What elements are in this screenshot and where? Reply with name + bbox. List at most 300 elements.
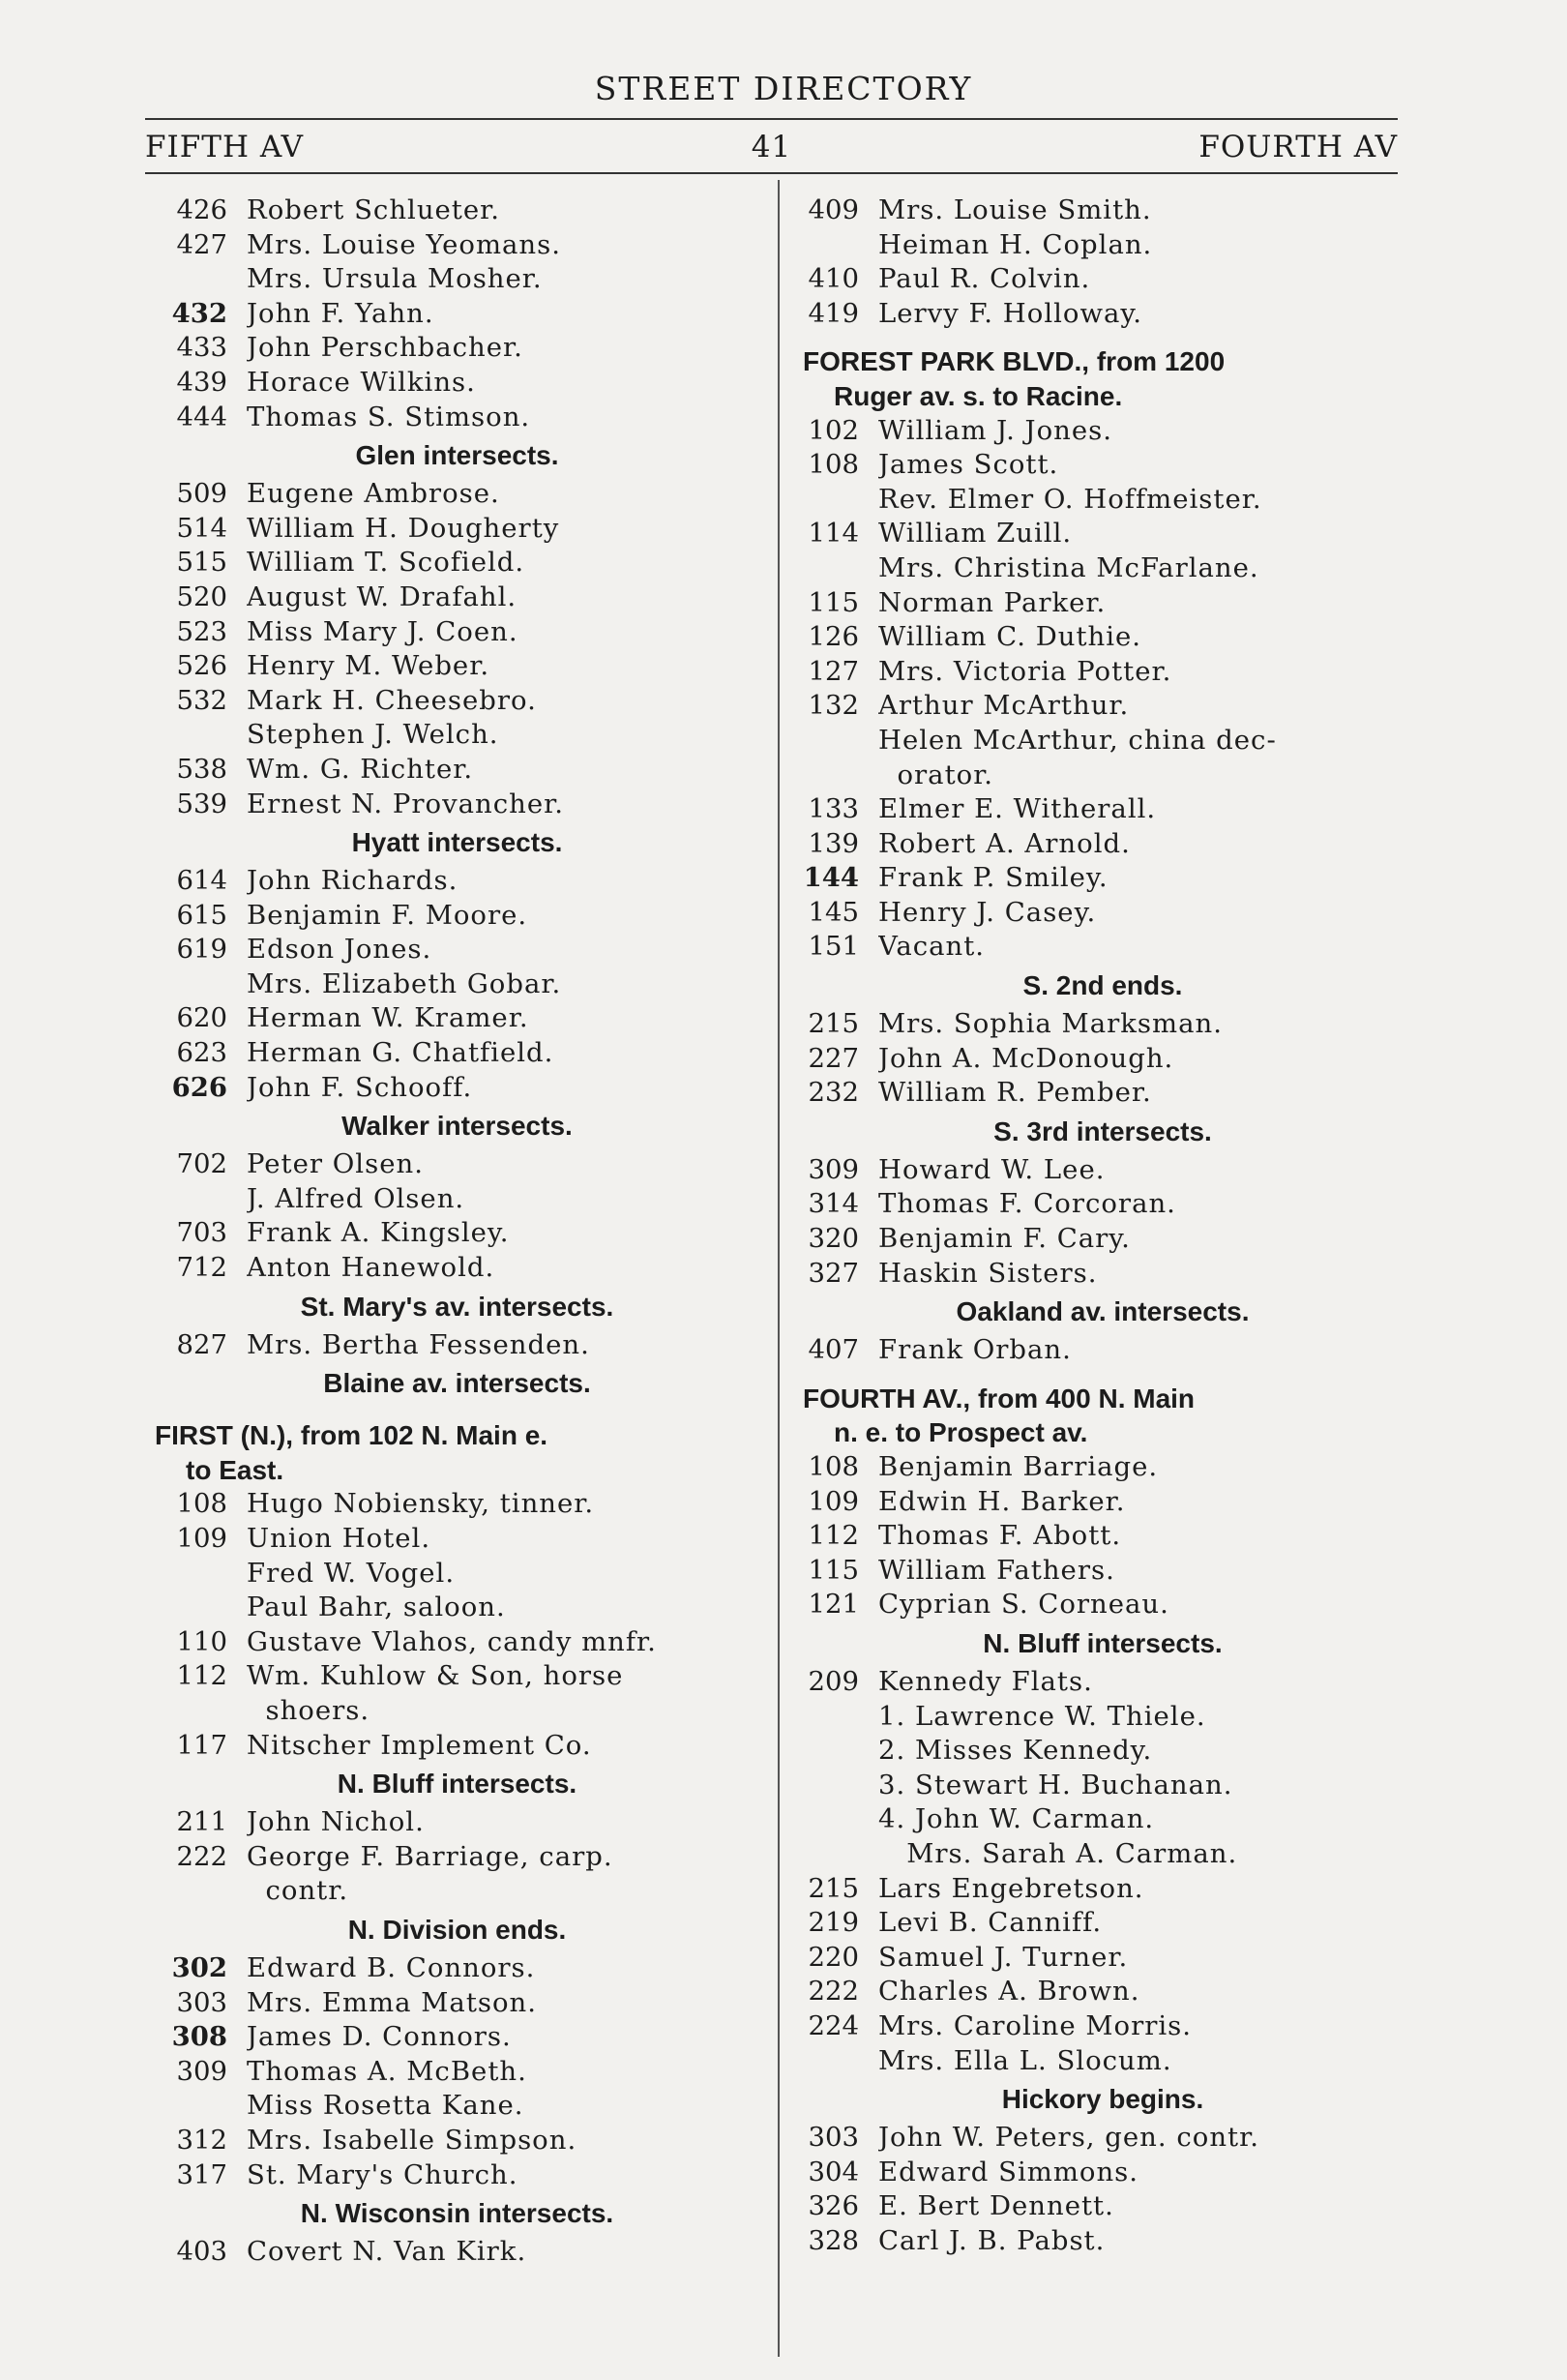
house-number: 614 [176,865,227,897]
directory-entry [803,517,1403,551]
house-number: 220 [808,1941,859,1973]
resident-name: Edward B. Connors. [247,1951,536,1983]
directory-entry [155,1625,759,1660]
directory-entry [803,1802,1403,1837]
directory-entry [803,2044,1403,2079]
resident-name: orator. [878,759,994,790]
resident-name: Samuel J. Turner. [878,1941,1129,1973]
house-number: 209 [808,1665,859,1697]
resident-name: Union Hotel. [247,1523,431,1554]
directory-entry [803,1837,1403,1872]
directory-entry [803,896,1403,931]
directory-entry [155,1951,759,1986]
house-number: 623 [176,1037,227,1069]
house-number [155,967,247,1002]
directory-entry [155,512,759,547]
resident-name: Mrs. Elizabeth Gobar. [247,967,562,999]
resident-name: Arthur McArthur. [878,690,1130,722]
resident-name: Peter Olsen. [247,1148,424,1180]
resident-name: Charles A. Brown. [878,1976,1140,2008]
house-number [803,483,878,518]
directory-entry [155,1591,759,1625]
directory-entry [155,1001,759,1036]
resident-name: E. Bert Dennett. [878,2190,1114,2222]
resident-name: Wm. G. Richter. [247,753,474,785]
directory-entry [155,788,759,822]
resident-name: Mrs. Emma Matson. [247,1986,537,2018]
house-number: 712 [176,1252,227,1284]
house-number: 151 [808,931,859,963]
resident-name: John A. McDonough. [878,1042,1174,1074]
cross-street-note: Blaine av. intersects. [323,1368,591,1399]
resident-name: Miss Mary J. Coen. [247,615,518,647]
cross-street-note: Oakland av. intersects. [956,1296,1250,1327]
directory-entry [803,1187,1403,1222]
house-number: 303 [176,1986,227,2018]
directory-entry [155,615,759,650]
house-number: 102 [808,414,859,446]
directory-entry [803,1076,1403,1111]
directory-entry [803,483,1403,518]
directory-entry [803,1222,1403,1257]
cross-street-note: N. Bluff intersects. [983,1627,1223,1658]
street-heading-line: FOURTH AV., from 400 N. Main [803,1383,1196,1413]
directory-entry [155,1487,759,1522]
directory-entry [155,1557,759,1592]
cross-street-note: N. Bluff intersects. [337,1769,577,1800]
resident-name: 2. Misses Kennedy. [878,1735,1153,1767]
resident-name: 3. Stewart H. Buchanan. [878,1769,1233,1800]
directory-entry [803,724,1403,759]
house-number [155,1694,247,1729]
house-number: 326 [808,2190,859,2222]
house-number [803,1802,878,1837]
resident-name: Miss Rosetta Kane. [247,2090,524,2122]
directory-entry [155,864,759,899]
directory-entry [155,967,759,1002]
house-number: 112 [808,1520,859,1552]
directory-entry [155,718,759,753]
directory-entry [803,2009,1403,2044]
directory-entry [155,262,759,297]
house-number: 215 [808,1008,859,1040]
resident-name: Robert A. Arnold. [878,827,1131,859]
house-number: 117 [176,1729,227,1761]
header-street-left: FIFTH AV [145,130,305,164]
house-number [803,759,878,793]
house-number [155,262,247,297]
house-number: 444 [176,401,227,432]
resident-name: Frank A. Kingsley. [247,1217,510,1249]
street-heading [803,1382,1403,1450]
house-number: 304 [808,2156,859,2187]
resident-name: Covert N. Van Kirk. [247,2236,527,2268]
directory-entry [803,1042,1403,1077]
resident-name: Heiman H. Coplan. [878,228,1153,260]
directory-entry [155,580,759,615]
directory-entry [155,2089,759,2124]
directory-entry [803,861,1403,896]
resident-name: James D. Connors. [247,2021,512,2053]
house-number: 211 [176,1806,227,1838]
house-number: 108 [808,449,859,481]
house-number: 433 [176,332,227,364]
resident-name: 1. Lawrence W. Thiele. [878,1700,1206,1732]
house-number: 532 [176,684,227,716]
resident-name: Henry J. Casey. [878,896,1097,928]
resident-name: John Perschbacher. [247,332,523,364]
directory-entry [803,620,1403,655]
resident-name: Mrs. Louise Smith. [878,194,1152,225]
house-number: 619 [176,934,227,966]
house-number: 121 [808,1589,859,1621]
directory-entry [155,366,759,401]
directory-entry [803,1554,1403,1589]
directory-entry [155,546,759,580]
resident-name: Paul R. Colvin. [878,263,1091,295]
cross-street-note: Walker intersects. [341,1111,573,1142]
house-number: 232 [808,1077,859,1109]
house-number: 426 [176,194,227,225]
house-number: 114 [808,518,859,550]
house-number: 115 [808,586,859,618]
resident-name: Mrs. Victoria Potter. [878,655,1172,687]
resident-name: Elmer E. Witherall. [878,793,1157,825]
resident-name: Eugene Ambrose. [247,478,500,510]
directory-entry [155,2235,759,2270]
house-number: 432 [171,297,227,329]
house-number: 108 [176,1488,227,1520]
directory-entry [803,1450,1403,1485]
resident-name: Robert Schlueter. [247,194,501,225]
resident-name: Mrs. Louise Yeomans. [247,228,561,260]
directory-entry [155,193,759,228]
resident-name: Levi B. Canniff. [878,1907,1103,1939]
house-number [803,551,878,586]
directory-entry [803,297,1403,332]
right-column [803,193,1403,2258]
house-number: 320 [808,1223,859,1255]
resident-name: William Fathers. [878,1554,1115,1586]
directory-entry [803,1975,1403,2009]
directory-entry [803,1665,1403,1700]
house-number [803,1700,878,1735]
house-number: 620 [176,1002,227,1034]
directory-entry [803,2156,1403,2190]
house-number [803,1837,878,1872]
directory-entry [155,2055,759,2090]
house-number: 309 [808,1153,859,1185]
directory-entry [803,1700,1403,1735]
directory-entry [803,930,1403,965]
house-number: 215 [808,1872,859,1904]
resident-name: Paul Bahr, saloon. [247,1592,506,1623]
house-number: 303 [808,2122,859,2154]
house-number [155,1557,247,1592]
street-heading-continuation: n. e. to Prospect av. [834,1417,1088,1448]
cross-street-note: N. Division ends. [347,1914,567,1945]
directory-entry [155,1182,759,1217]
resident-name: Herman W. Kramer. [247,1002,529,1034]
resident-name: Horace Wilkins. [247,366,476,398]
directory-entry [803,827,1403,862]
directory-entry [803,228,1403,263]
resident-name: Benjamin F. Cary. [878,1223,1131,1255]
directory-entry [155,1147,759,1182]
resident-name: Gustave Vlahos, candy mnfr. [247,1625,657,1657]
directory-entry [803,1941,1403,1976]
street-heading-continuation: to East. [186,1454,284,1485]
header-rule-bottom [145,172,1398,174]
house-number: 110 [176,1625,227,1657]
directory-entry [155,2020,759,2055]
house-number: 514 [176,512,227,544]
house-number: 827 [176,1328,227,1360]
resident-name: Benjamin F. Moore. [247,899,528,931]
resident-name: Edward Simmons. [878,2156,1139,2187]
street-heading-continuation: Ruger av. s. to Racine. [834,380,1123,411]
house-number: 703 [176,1217,227,1249]
directory-entry [803,262,1403,297]
house-number: 317 [176,2158,227,2190]
directory-entry [803,1734,1403,1769]
resident-name: Cyprian S. Corneau. [878,1589,1169,1621]
resident-name: Rev. Elmer O. Hoffmeister. [878,483,1262,515]
house-number: 419 [808,297,859,329]
directory-entry [803,655,1403,690]
directory-entry [155,1328,759,1363]
house-number: 515 [176,547,227,579]
house-number: 427 [176,228,227,260]
house-number [155,718,247,753]
resident-name: Anton Hanewold. [247,1252,495,1284]
directory-entry [803,2121,1403,2156]
resident-name: Mrs. Sarah A. Carman. [878,1837,1238,1869]
directory-entry [155,933,759,967]
resident-name: Carl J. B. Pabst. [878,2224,1106,2256]
resident-name: John Richards. [247,865,458,897]
resident-name: Mrs. Caroline Morris. [878,2009,1193,2041]
directory-entry [155,1729,759,1764]
house-number [155,1182,247,1217]
directory-entry [803,1906,1403,1941]
directory-entry [155,1840,759,1875]
house-number: 410 [808,263,859,295]
resident-name: William T. Scofield. [247,547,525,579]
directory-entry [155,649,759,684]
directory-entry [155,2158,759,2193]
resident-name: Hugo Nobiensky, tinner. [247,1488,595,1520]
house-number: 409 [808,194,859,225]
house-number: 520 [176,580,227,612]
resident-name: shoers. [247,1694,370,1726]
directory-entry [155,1251,759,1286]
resident-name: William H. Dougherty [247,512,560,544]
directory-entry [155,1694,759,1729]
house-number: 403 [176,2236,227,2268]
directory-entry [803,1257,1403,1292]
directory-entry [803,1007,1403,1042]
resident-name: Thomas A. McBeth. [247,2055,527,2087]
house-number: 219 [808,1907,859,1939]
house-number: 145 [808,896,859,928]
directory-entry [155,401,759,435]
resident-name: Nitscher Implement Co. [247,1729,592,1761]
directory-entry [155,1036,759,1071]
house-number: 222 [808,1976,859,2008]
house-number [803,228,878,263]
directory-entry [155,297,759,332]
house-number: 526 [176,650,227,682]
cross-street-note: N. Wisconsin intersects. [300,2198,614,2229]
resident-name: Mrs. Christina McFarlane. [878,551,1259,583]
house-number: 109 [176,1523,227,1554]
resident-name: Vacant. [878,931,986,963]
cross-street-note: Glen intersects. [355,440,559,471]
house-number: 509 [176,478,227,510]
house-number [803,724,878,759]
house-number: 328 [808,2224,859,2256]
resident-name: William Zuill. [878,518,1073,550]
house-number: 227 [808,1042,859,1074]
directory-entry [803,1153,1403,1188]
directory-entry [803,1519,1403,1554]
directory-entry [155,1522,759,1557]
directory-entry [155,331,759,366]
house-number: 407 [808,1334,859,1366]
directory-entry [155,899,759,934]
house-number: 132 [808,690,859,722]
left-column [155,193,759,2270]
resident-name: Ernest N. Provancher. [247,788,564,819]
resident-name: Frank P. Smiley. [878,862,1109,894]
house-number: 139 [808,827,859,859]
resident-name: Howard W. Lee. [878,1153,1106,1185]
page-header [145,130,1398,168]
directory-entry [155,684,759,719]
house-number: 144 [803,862,859,894]
house-number: 108 [808,1451,859,1482]
resident-name: Herman G. Chatfield. [247,1037,554,1069]
house-number [155,1874,247,1909]
house-number: 314 [808,1188,859,1220]
resident-name: Wm. Kuhlow & Son, horse [247,1660,624,1692]
directory-entry [155,1805,759,1840]
directory-entry [803,1588,1403,1622]
resident-name: Mrs. Isabelle Simpson. [247,2124,577,2156]
resident-name: Fred W. Vogel. [247,1557,456,1589]
resident-name: Lervy F. Holloway. [878,297,1143,329]
directory-entry [803,759,1403,793]
directory-entry [803,2189,1403,2224]
resident-name: Thomas F. Corcoran. [878,1188,1176,1220]
resident-name: Henry M. Weber. [247,650,490,682]
house-number [155,1591,247,1625]
house-number: 439 [176,366,227,398]
resident-name: William C. Duthie. [878,621,1142,653]
resident-name: Edson Jones. [247,934,432,966]
directory-entry [803,551,1403,586]
house-number [803,1734,878,1769]
directory-entry [803,448,1403,483]
house-number [803,2044,878,2079]
resident-name: John F. Schooff. [247,1071,473,1103]
directory-entry [803,586,1403,621]
house-number: 312 [176,2124,227,2156]
street-heading-line: FOREST PARK BLVD., from 1200 [803,346,1226,377]
house-number: 626 [171,1071,227,1103]
cross-street-note: S. 3rd intersects. [993,1116,1212,1146]
house-number [155,2089,247,2124]
house-number: 127 [808,655,859,687]
directory-entry [155,228,759,263]
house-number: 309 [176,2055,227,2087]
directory-entry [803,2224,1403,2259]
running-title: STREET DIRECTORY [594,70,973,107]
house-number: 115 [808,1554,859,1586]
resident-name: Mrs. Ursula Mosher. [247,263,543,295]
house-number [803,1769,878,1803]
column-divider [778,180,780,2357]
resident-name: contr. [247,1875,349,1907]
house-number: 133 [808,793,859,825]
resident-name: Kennedy Flats. [878,1665,1093,1697]
house-number: 308 [171,2021,227,2053]
resident-name: Thomas F. Abott. [878,1520,1122,1552]
house-number: 302 [171,1951,227,1983]
resident-name: John Nichol. [247,1806,425,1838]
house-number: 539 [176,788,227,819]
header-street-right: FOURTH AV [1198,130,1398,164]
directory-entry [155,753,759,788]
house-number: 112 [176,1660,227,1692]
resident-name: 4. John W. Carman. [878,1803,1155,1835]
resident-name: Norman Parker. [878,586,1107,618]
resident-name: J. Alfred Olsen. [247,1182,465,1214]
resident-name: Mrs. Ella L. Slocum. [878,2044,1172,2076]
resident-name: Benjamin Barriage. [878,1451,1159,1482]
house-number: 327 [808,1257,859,1289]
resident-name: Mark H. Cheesebro. [247,684,537,716]
resident-name: August W. Drafahl. [247,580,517,612]
directory-entry [155,477,759,512]
resident-name: St. Mary's Church. [247,2158,518,2190]
directory-entry [155,1216,759,1251]
cross-street-note: St. Mary's av. intersects. [300,1291,614,1322]
header-rule-top [145,118,1398,120]
resident-name: Lars Engebretson. [878,1872,1144,1904]
house-number: 538 [176,753,227,785]
house-number: 109 [808,1485,859,1517]
resident-name: William J. Jones. [878,414,1112,446]
directory-entry [155,2124,759,2158]
resident-name: John W. Peters, gen. contr. [878,2122,1259,2154]
house-number: 702 [176,1148,227,1180]
resident-name: James Scott. [878,449,1059,481]
resident-name: Stephen J. Welch. [247,719,499,751]
directory-entry [155,1874,759,1909]
page-number: 41 [751,130,792,164]
cross-street-note: S. 2nd ends. [1022,970,1183,1001]
house-number: 523 [176,615,227,647]
house-number: 126 [808,621,859,653]
directory-entry [803,1333,1403,1368]
resident-name: George F. Barriage, carp. [247,1840,613,1872]
directory-entry [803,792,1403,827]
resident-name: John F. Yahn. [247,297,434,329]
resident-name: Mrs. Sophia Marksman. [878,1008,1223,1040]
directory-entry [155,1986,759,2021]
